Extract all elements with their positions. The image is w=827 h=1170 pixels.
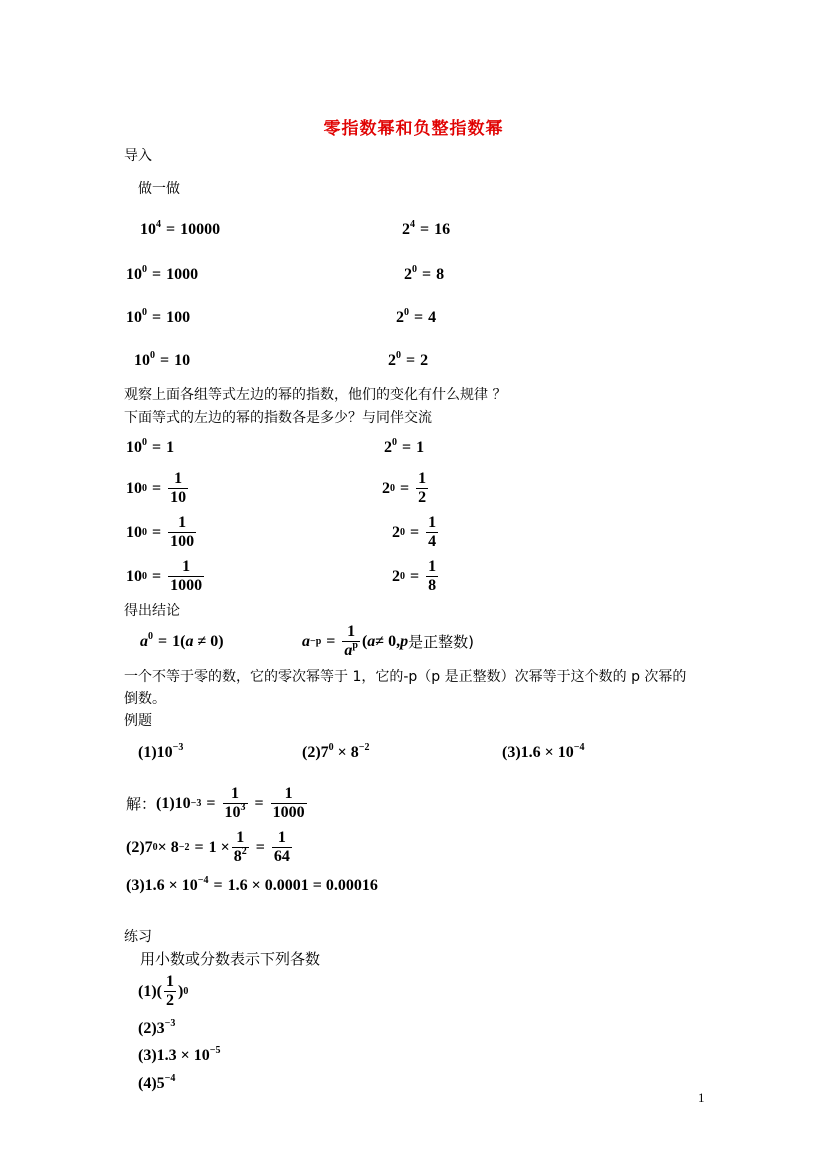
fraction: $\frac{1}{8^2}$: [233, 829, 247, 865]
solution-line: (2)7 0 × 8 −2 = 1 × $\frac{1}{8^2}$ = $\frac{1}{64}$: [126, 829, 290, 865]
examples-heading: 例题: [124, 713, 152, 729]
equation: 10 0 = $\frac{1}{1000}$: [126, 558, 203, 594]
fraction: $\frac{1}{100}$: [170, 514, 195, 550]
fraction: $\frac{1}{2}$: [418, 470, 427, 506]
practice-heading: 练习: [124, 929, 152, 945]
example-item: $(1)10^{-3}$: [138, 742, 184, 761]
conclusion-heading: 得出结论: [124, 603, 180, 619]
fraction: $\frac{1}{2}$: [165, 973, 174, 1009]
fraction: $\frac{1}{a^p}$: [344, 623, 358, 659]
equation: 2 0 = $\frac{1}{8}$: [392, 558, 437, 594]
equation: $10^0 = 1$: [126, 437, 175, 456]
page-title: 零指数幂和负整指数幂: [323, 119, 504, 139]
question-text: 下面等式的左边的幂的指数各是多少？与同伴交流: [124, 410, 432, 426]
fraction: $\frac{1}{4}$: [428, 514, 437, 550]
formula-zero-exponent: $a^0 = 1(a \ne 0)$: [140, 631, 224, 650]
example-item: $(2)7^0 \times 8^{-2}$: [302, 742, 370, 761]
conclusion-text: 倒数。: [124, 691, 166, 707]
formula-negative-exponent: a −p = $\frac{1}{a^p}$ ( a ≠ 0, p 是正整数): [302, 623, 474, 659]
equation: $2^0 = 1$: [384, 437, 425, 456]
intro-heading: 导入: [124, 148, 152, 164]
equation: $2^0 = 2$: [388, 350, 429, 369]
practice-item: $(4)5^{-4}$: [138, 1073, 176, 1092]
practice-item: $(2)3^{-3}$: [138, 1018, 176, 1037]
intro-subheading: 做一做: [138, 181, 180, 197]
question-text: 观察上面各组等式左边的幂的指数，他们的变化有什么规律 ？: [124, 387, 507, 403]
fraction: $\frac{1}{10^3}$: [224, 785, 246, 821]
equation: 2 0 = $\frac{1}{4}$: [392, 514, 437, 550]
equation: $2^0 = 4$: [396, 307, 437, 326]
equation: $10^4 = 10000$: [140, 219, 221, 238]
equation: $10^0 = 100$: [126, 307, 191, 326]
fraction: $\frac{1}{8}$: [428, 558, 437, 594]
equation: $2^4 = 16$: [402, 219, 451, 238]
equation: $10^0 = 10$: [134, 350, 191, 369]
equation: 10 0 = $\frac{1}{10}$: [126, 470, 187, 506]
solution-line: 解： (1)10 −3 = $\frac{1}{10^3}$ = $\frac{1}{1000}$: [126, 785, 305, 821]
solution-line: $(3)1.6 \times 10^{-4} = 1.6 \times 0.0001 = 0.00016$: [126, 875, 378, 894]
fraction: $\frac{1}{1000}$: [272, 785, 305, 821]
practice-subheading: 用小数或分数表示下列各数: [140, 950, 321, 968]
fraction: $\frac{1}{10}$: [170, 470, 187, 506]
equation: 10 0 = $\frac{1}{100}$: [126, 514, 195, 550]
practice-item: (1)( $\frac{1}{2}$ ) 0: [138, 973, 189, 1009]
equation: 2 0 = $\frac{1}{2}$: [382, 470, 427, 506]
page-number: 1: [698, 1090, 705, 1105]
practice-item: $(3)1.3 \times 10^{-5}$: [138, 1045, 221, 1064]
fraction: $\frac{1}{64}$: [273, 829, 290, 865]
fraction: $\frac{1}{1000}$: [170, 558, 203, 594]
example-item: $(3)1.6 \times 10^{-4}$: [502, 742, 585, 761]
equation: $2^0 = 8$: [404, 264, 445, 283]
conclusion-text: 一个不等于零的数，它的零次幂等于 1，它的-p（p 是正整数）次幂等于这个数的 p 次幂的: [124, 669, 687, 685]
equation: $10^0 = 1000$: [126, 264, 199, 283]
